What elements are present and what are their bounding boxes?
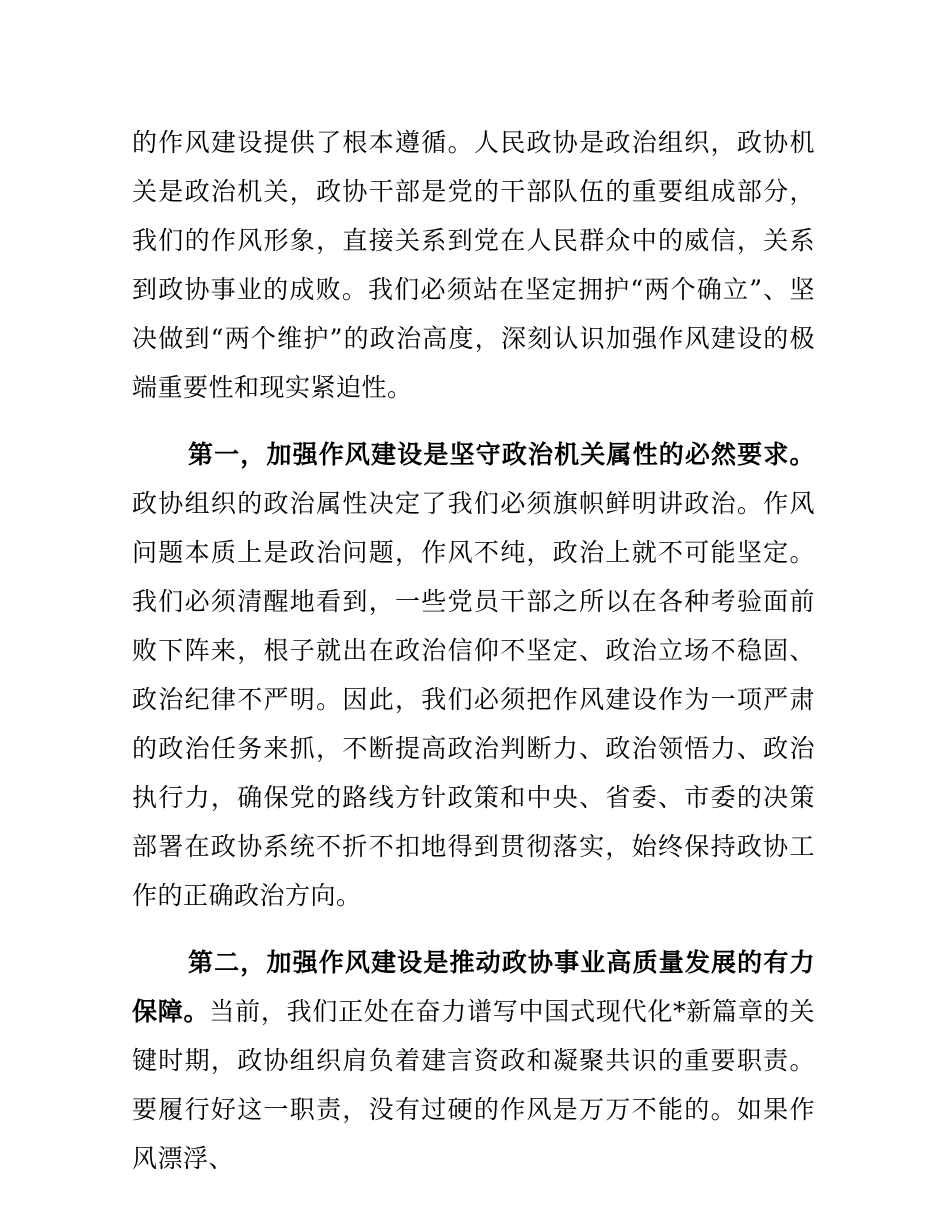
- paragraph-text: 政协组织的政治属性决定了我们必须旗帜鲜明讲政治。作风问题本质上是政治问题，作风不纯，政治上就不可能坚定。我们必须清醒地看到，一些党员干部之所以在各种考验面前败下阵来，根子就出在政治信仰不坚定、政治立场不稳固、政治纪律不严明。因此，我们必须把作风建设作为一项严肃的政治任务来抓，不断提高政治判断力、政治领悟力、政治执行力，确保党的路线方针政策和中央、省委、市委的决策部署在政协系统不折不扣地得到贯彻落实，始终保持政协工作的正确政治方向。: [132, 489, 815, 910]
- paragraph-point-one: [132, 430, 815, 920]
- paragraph-continuation: [132, 118, 815, 412]
- paragraph-point-two: [132, 938, 815, 1183]
- paragraph-lead-bold: 第一，加强作风建设是坚守政治机关属性的必然要求。: [188, 440, 815, 469]
- document-text-block: [132, 118, 815, 1183]
- paragraph-text: 的作风建设提供了根本遵循。人民政协是政治组织，政协机关是政治机关，政协干部是党的干部队伍的重要组成部分，我们的作风形象，直接关系到党在人民群众中的威信，关系到政协事业的成败。我们必须站在坚定拥护“两个确立”、坚决做到“两个维护”的政治高度，深刻认识加强作风建设的极端重要性和现实紧迫性。: [132, 128, 815, 402]
- paragraph-text: 当前，我们正处在奋力谱写中国式现代化*新篇章的关键时期，政协组织肩负着建言资政和凝聚共识的重要职责。要履行好这一职责，没有过硬的作风是万万不能的。如果作风漂浮、: [132, 997, 815, 1173]
- paragraph-lead-bold: 第二，加强作风建设是推动政协事业高质量发展的有力保障。: [132, 948, 815, 1026]
